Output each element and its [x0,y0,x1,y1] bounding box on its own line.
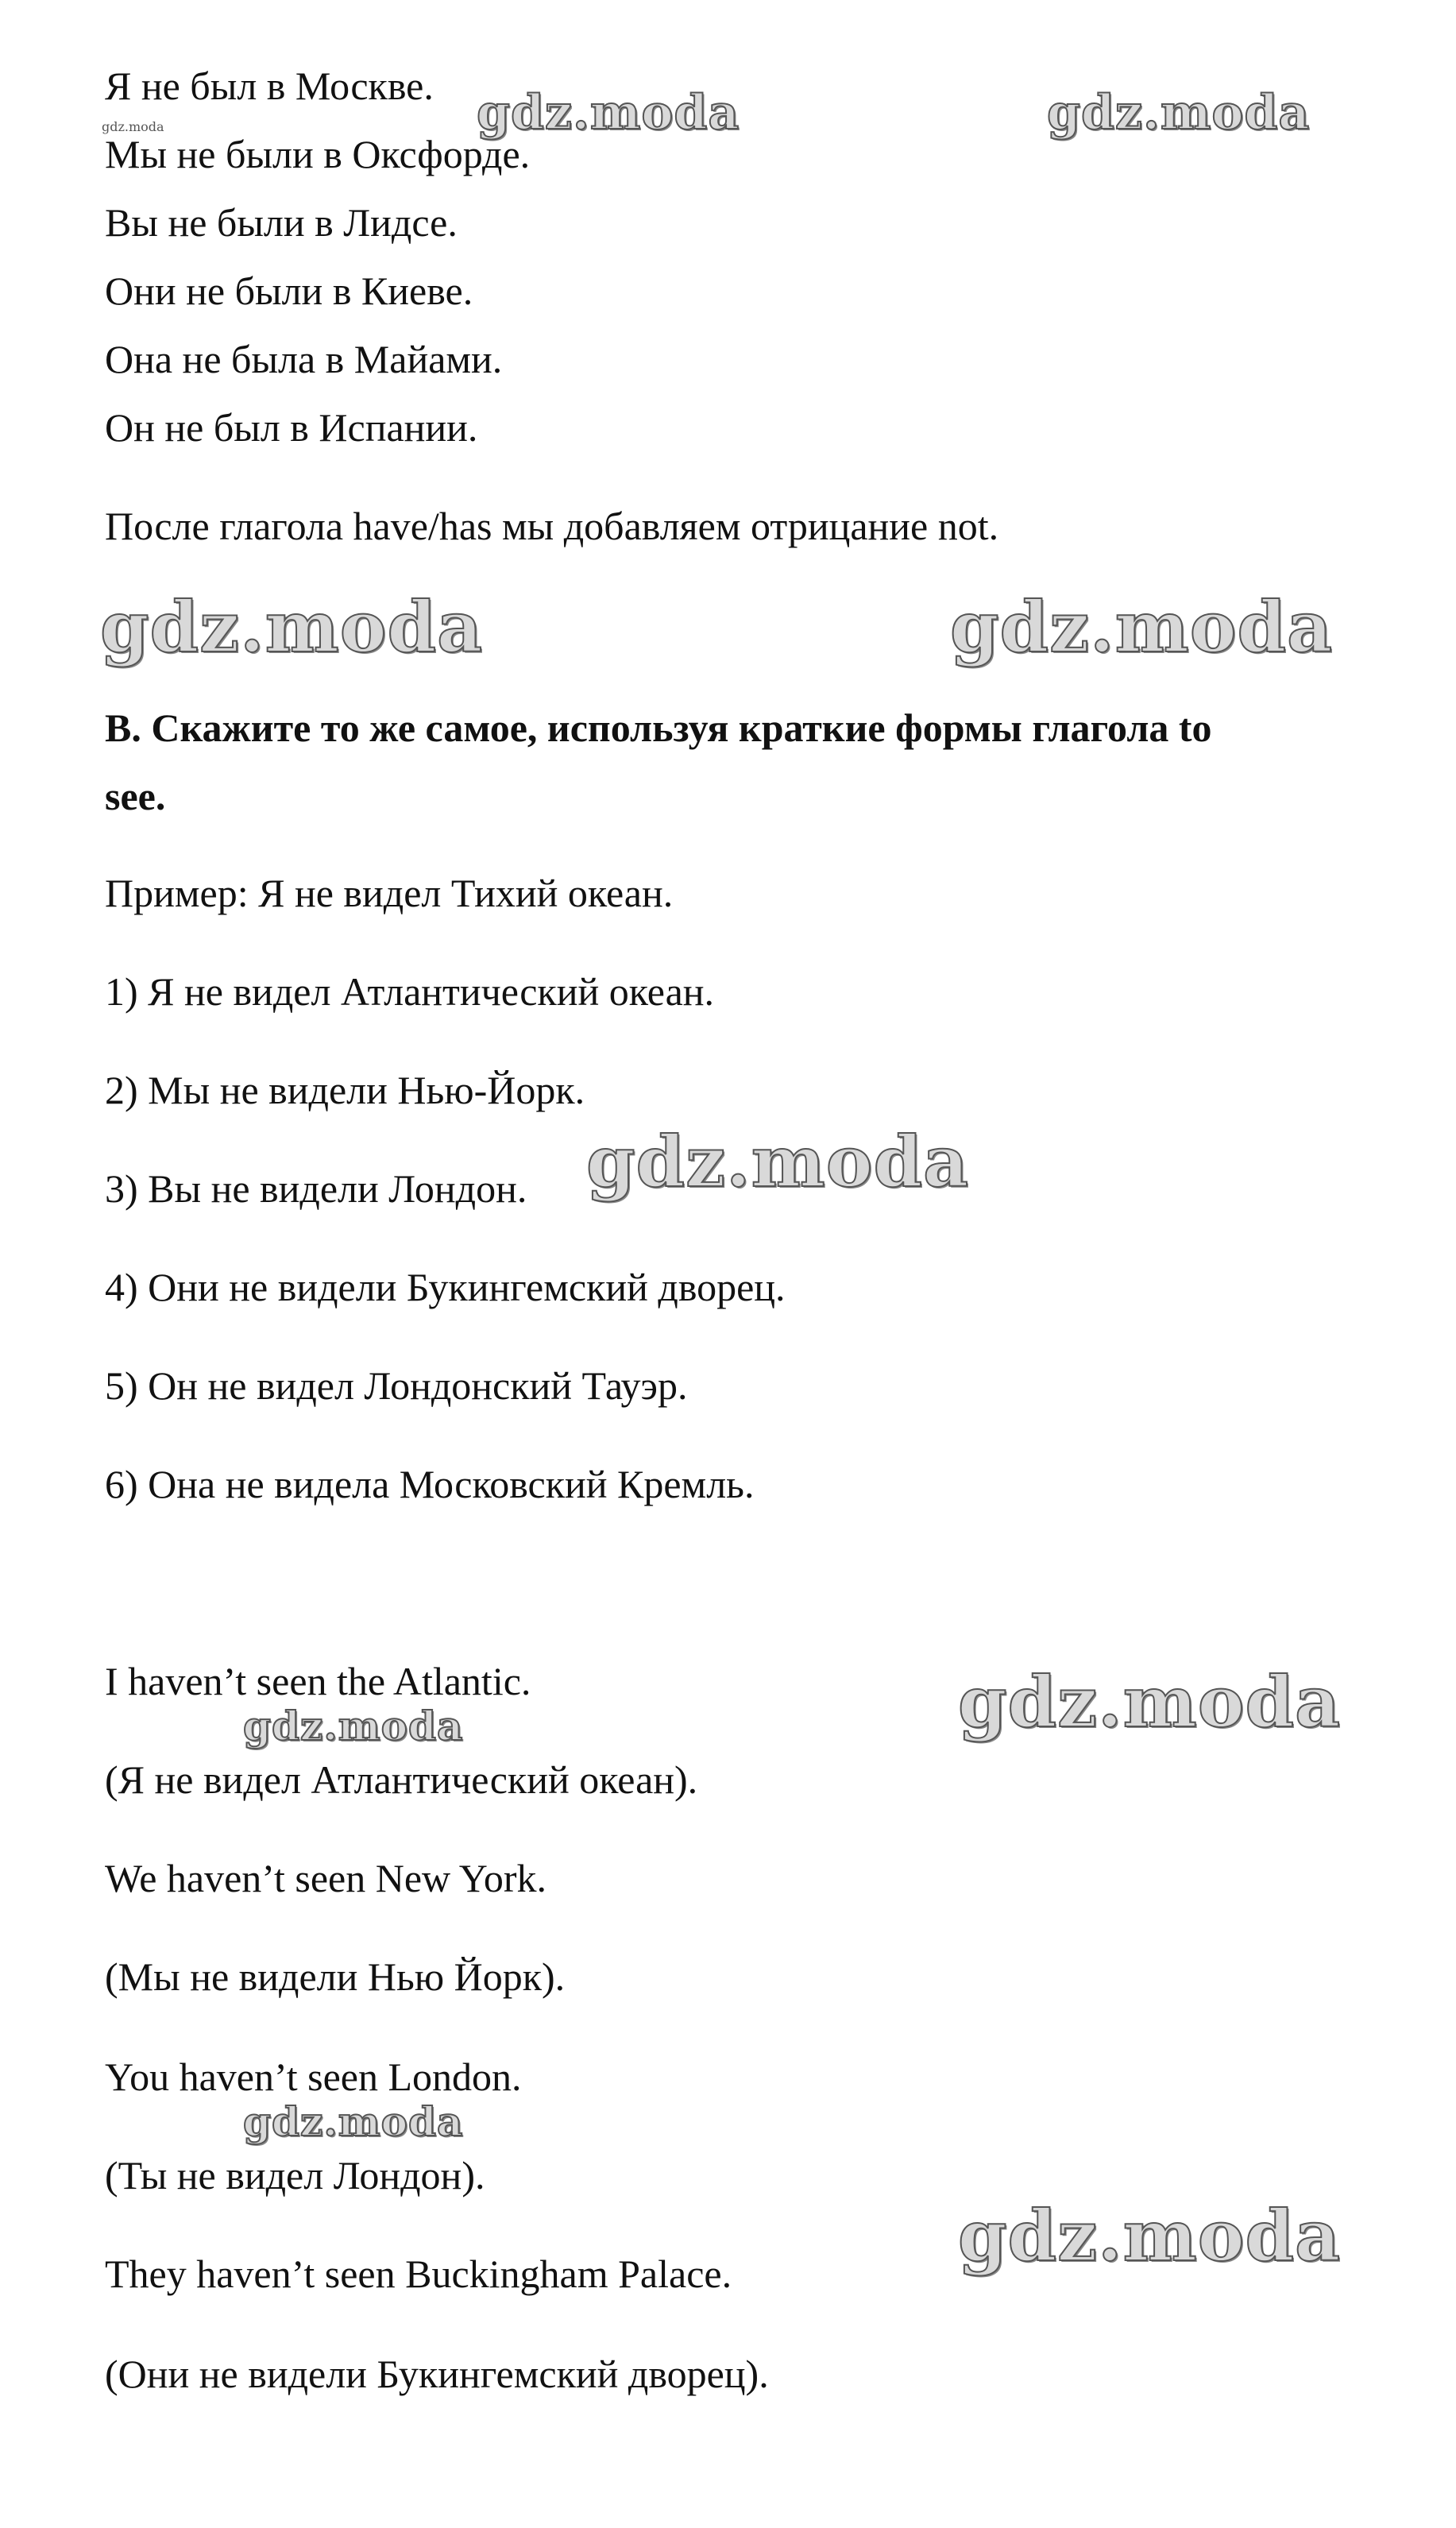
watermark: gdz.moda [958,1660,1342,1743]
example-line: Пример: Я не видел Тихий океан. [105,871,674,915]
exercise-item: 6) Она не видела Московский Кремль. [105,1462,755,1506]
answer-translation: (Мы не видели Нью Йорк). [105,1954,566,1999]
sentence-line: Он не был в Испании. [105,405,478,450]
answer-english: You haven’t seen London. [105,2054,522,2099]
sentence-line: Я не был в Москве. [105,64,434,108]
watermark: gdz.moda [102,119,164,134]
exercise-item: 4) Они не видели Букингемский дворец. [105,1265,786,1309]
answer-translation: (Ты не видел Лондон). [105,2153,485,2198]
exercise-item: 3) Вы не видели Лондон. [105,1166,527,1211]
sentence-line: Она не была в Майами. [105,337,503,381]
watermark: gdz.moda [100,586,484,668]
task-title: B. Скажите то же самое, используя краткие формы глагола to [105,705,1212,750]
watermark: gdz.moda [950,586,1334,668]
watermark: gdz.moda [958,2194,1342,2277]
answer-translation: (Я не видел Атлантический океан). [105,1757,698,1802]
grammar-note: После глагола have/has мы добавляем отрицание not. [105,504,999,548]
watermark: gdz.moda [586,1120,970,1203]
sentence-line: Вы не были в Лидсе. [105,200,458,245]
watermark: gdz.moda [243,2098,464,2145]
exercise-item: 5) Он не видел Лондонский Тауэр. [105,1363,688,1408]
answer-translation: (Они не видели Букингемский дворец). [105,2352,769,2396]
exercise-item: 2) Мы не видели Нью-Йорк. [105,1068,585,1112]
task-title-continuation: see. [105,774,166,818]
answer-english: They haven’t seen Buckingham Palace. [105,2252,732,2296]
watermark: gdz.moda [1047,85,1311,141]
sentence-line: Они не были в Киеве. [105,269,473,313]
watermark: gdz.moda [477,85,740,141]
answer-english: I haven’t seen the Atlantic. [105,1659,531,1703]
watermark: gdz.moda [243,1703,464,1749]
sentence-line: Мы не были в Оксфорде. [105,132,531,176]
exercise-item: 1) Я не видел Атлантический океан. [105,969,715,1014]
answer-english: We haven’t seen New York. [105,1856,547,1900]
